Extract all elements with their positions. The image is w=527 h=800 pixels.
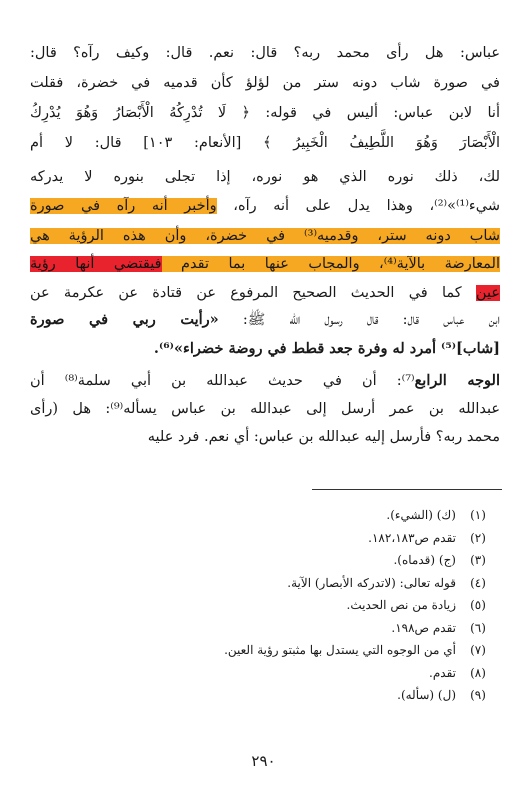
text-line — [30, 278, 500, 308]
footnote-text: أي من الوجوه التي يستدل بها مثبتو رؤية العين. — [224, 643, 456, 657]
footnote-number: (٤) — [470, 575, 486, 590]
text-segment: كما في الحديث الصحيح المرفوع عن قتادة عن عكرمة عن — [30, 285, 476, 301]
text-line — [30, 422, 500, 452]
footnote — [30, 618, 500, 638]
text-line — [30, 68, 500, 98]
footnote-number: (٥) — [470, 598, 486, 612]
text-segment: عباس: هل رأى محمد ربه؟ قال: نعم. قال: وكيف رآه؟ قال: — [30, 45, 500, 61]
text-line — [30, 98, 500, 128]
text-segment: عبدالله بن عمر أرسل إلى عبدالله بن عباس يسأله⁽⁹⁾: هل (رأى — [30, 401, 500, 417]
text-segment: الْأَبْصَارَ وَهُوَ اللَّطِيفُ الْخَبِيرُ ﴾ [الأنعام: ١٠٣] قال: لا أم — [30, 135, 500, 151]
footnote-number: (٧) — [470, 643, 486, 657]
text-segment: ⁽⁷⁾: أن في حديث عبدالله بن أبي سلمة⁽⁸⁾ أن — [30, 373, 415, 389]
text-segment: [شاب]⁽⁵⁾ — [436, 340, 500, 357]
footnote-text: (ك) (الشيء). — [386, 508, 456, 522]
footnote-text: تقدم ص١٩٨. — [391, 620, 456, 635]
highlight-red-text: فيقتضي أنها رؤية — [30, 256, 162, 272]
text-line — [30, 305, 500, 335]
text-line — [30, 334, 500, 364]
text-line — [30, 366, 500, 396]
footnote — [30, 573, 500, 593]
footnote-number: (٩) — [470, 688, 486, 702]
text-line — [30, 162, 500, 192]
footnote — [30, 685, 500, 705]
text-line — [30, 38, 500, 68]
text-segment: في صورة شاب دونه ستر من لؤلؤ كأن قدميه في خضرة، فقلت — [30, 75, 500, 91]
footnote-number: (٨) — [470, 665, 486, 680]
text-segment: محمد ربه؟ فأرسل إليه عبدالله بن عباس: أي نعم. فرد عليه — [147, 429, 500, 445]
text-segment: الوجه الرابع — [414, 372, 500, 389]
footnote-separator — [312, 489, 502, 490]
text-line — [30, 249, 500, 279]
footnote — [30, 595, 500, 615]
highlight-orange-text: شاب دونه ستر، وقدميه⁽³⁾ في خضرة، وأن هذه الرؤية هي — [30, 228, 500, 244]
text-line — [30, 394, 500, 424]
highlight-orange-text: المعارضة بالآية⁽⁴⁾، والمجاب عنها بما تقدم — [161, 256, 500, 272]
footnote-text: تقدم. — [429, 665, 456, 680]
footnote-number: (١) — [470, 508, 486, 522]
text-line — [30, 191, 500, 221]
page-number: ٢٩٠ — [251, 752, 276, 770]
footnote — [30, 550, 500, 570]
footnote — [30, 505, 500, 525]
footnote-text: (ج) (قدماه). — [393, 553, 456, 567]
text-segment: ابن عباس قال: قال رسول الله ﷺ: — [218, 312, 500, 328]
footnote-number: (٣) — [470, 553, 486, 567]
text-line — [30, 128, 500, 158]
text-segment: أنا لابن عباس: أليس في قوله: ﴿ لَا تُدْرِكُهُ الْأَبْصَارُ وَهُوَ يُدْرِكُ — [30, 105, 500, 121]
text-segment: «رأيت ربي في صورة — [30, 311, 219, 328]
highlight-red-text: عين — [475, 285, 500, 301]
footnote-text: تقدم ص١٨٢،١٨٣. — [368, 530, 456, 545]
footnote-text: (ل) (سأله). — [397, 688, 456, 702]
footnote — [30, 528, 500, 548]
highlight-orange-text: وأخبر أنه رآه في صورة — [30, 198, 217, 214]
footnote-number: (٢) — [470, 530, 486, 545]
text-segment: أمرد له وفرة جعد قطط في روضة خضراء»⁽⁶⁾. — [153, 340, 436, 357]
footnote — [30, 640, 500, 660]
text-line — [30, 221, 500, 251]
text-segment: لك، ذلك نوره الذي هو نوره، إذا تجلى بنوره لا يدركه — [30, 169, 500, 185]
footnote-number: (٦) — [470, 620, 486, 635]
footnote-text: زيادة من نص الحديث. — [346, 598, 456, 612]
footnote-text: قوله تعالى: (لاتدركه الأبصار) الآية. — [287, 575, 456, 590]
footnote — [30, 663, 500, 683]
text-segment: شيء⁽¹⁾»⁽²⁾، وهذا يدل على أنه رآه، — [216, 198, 500, 214]
